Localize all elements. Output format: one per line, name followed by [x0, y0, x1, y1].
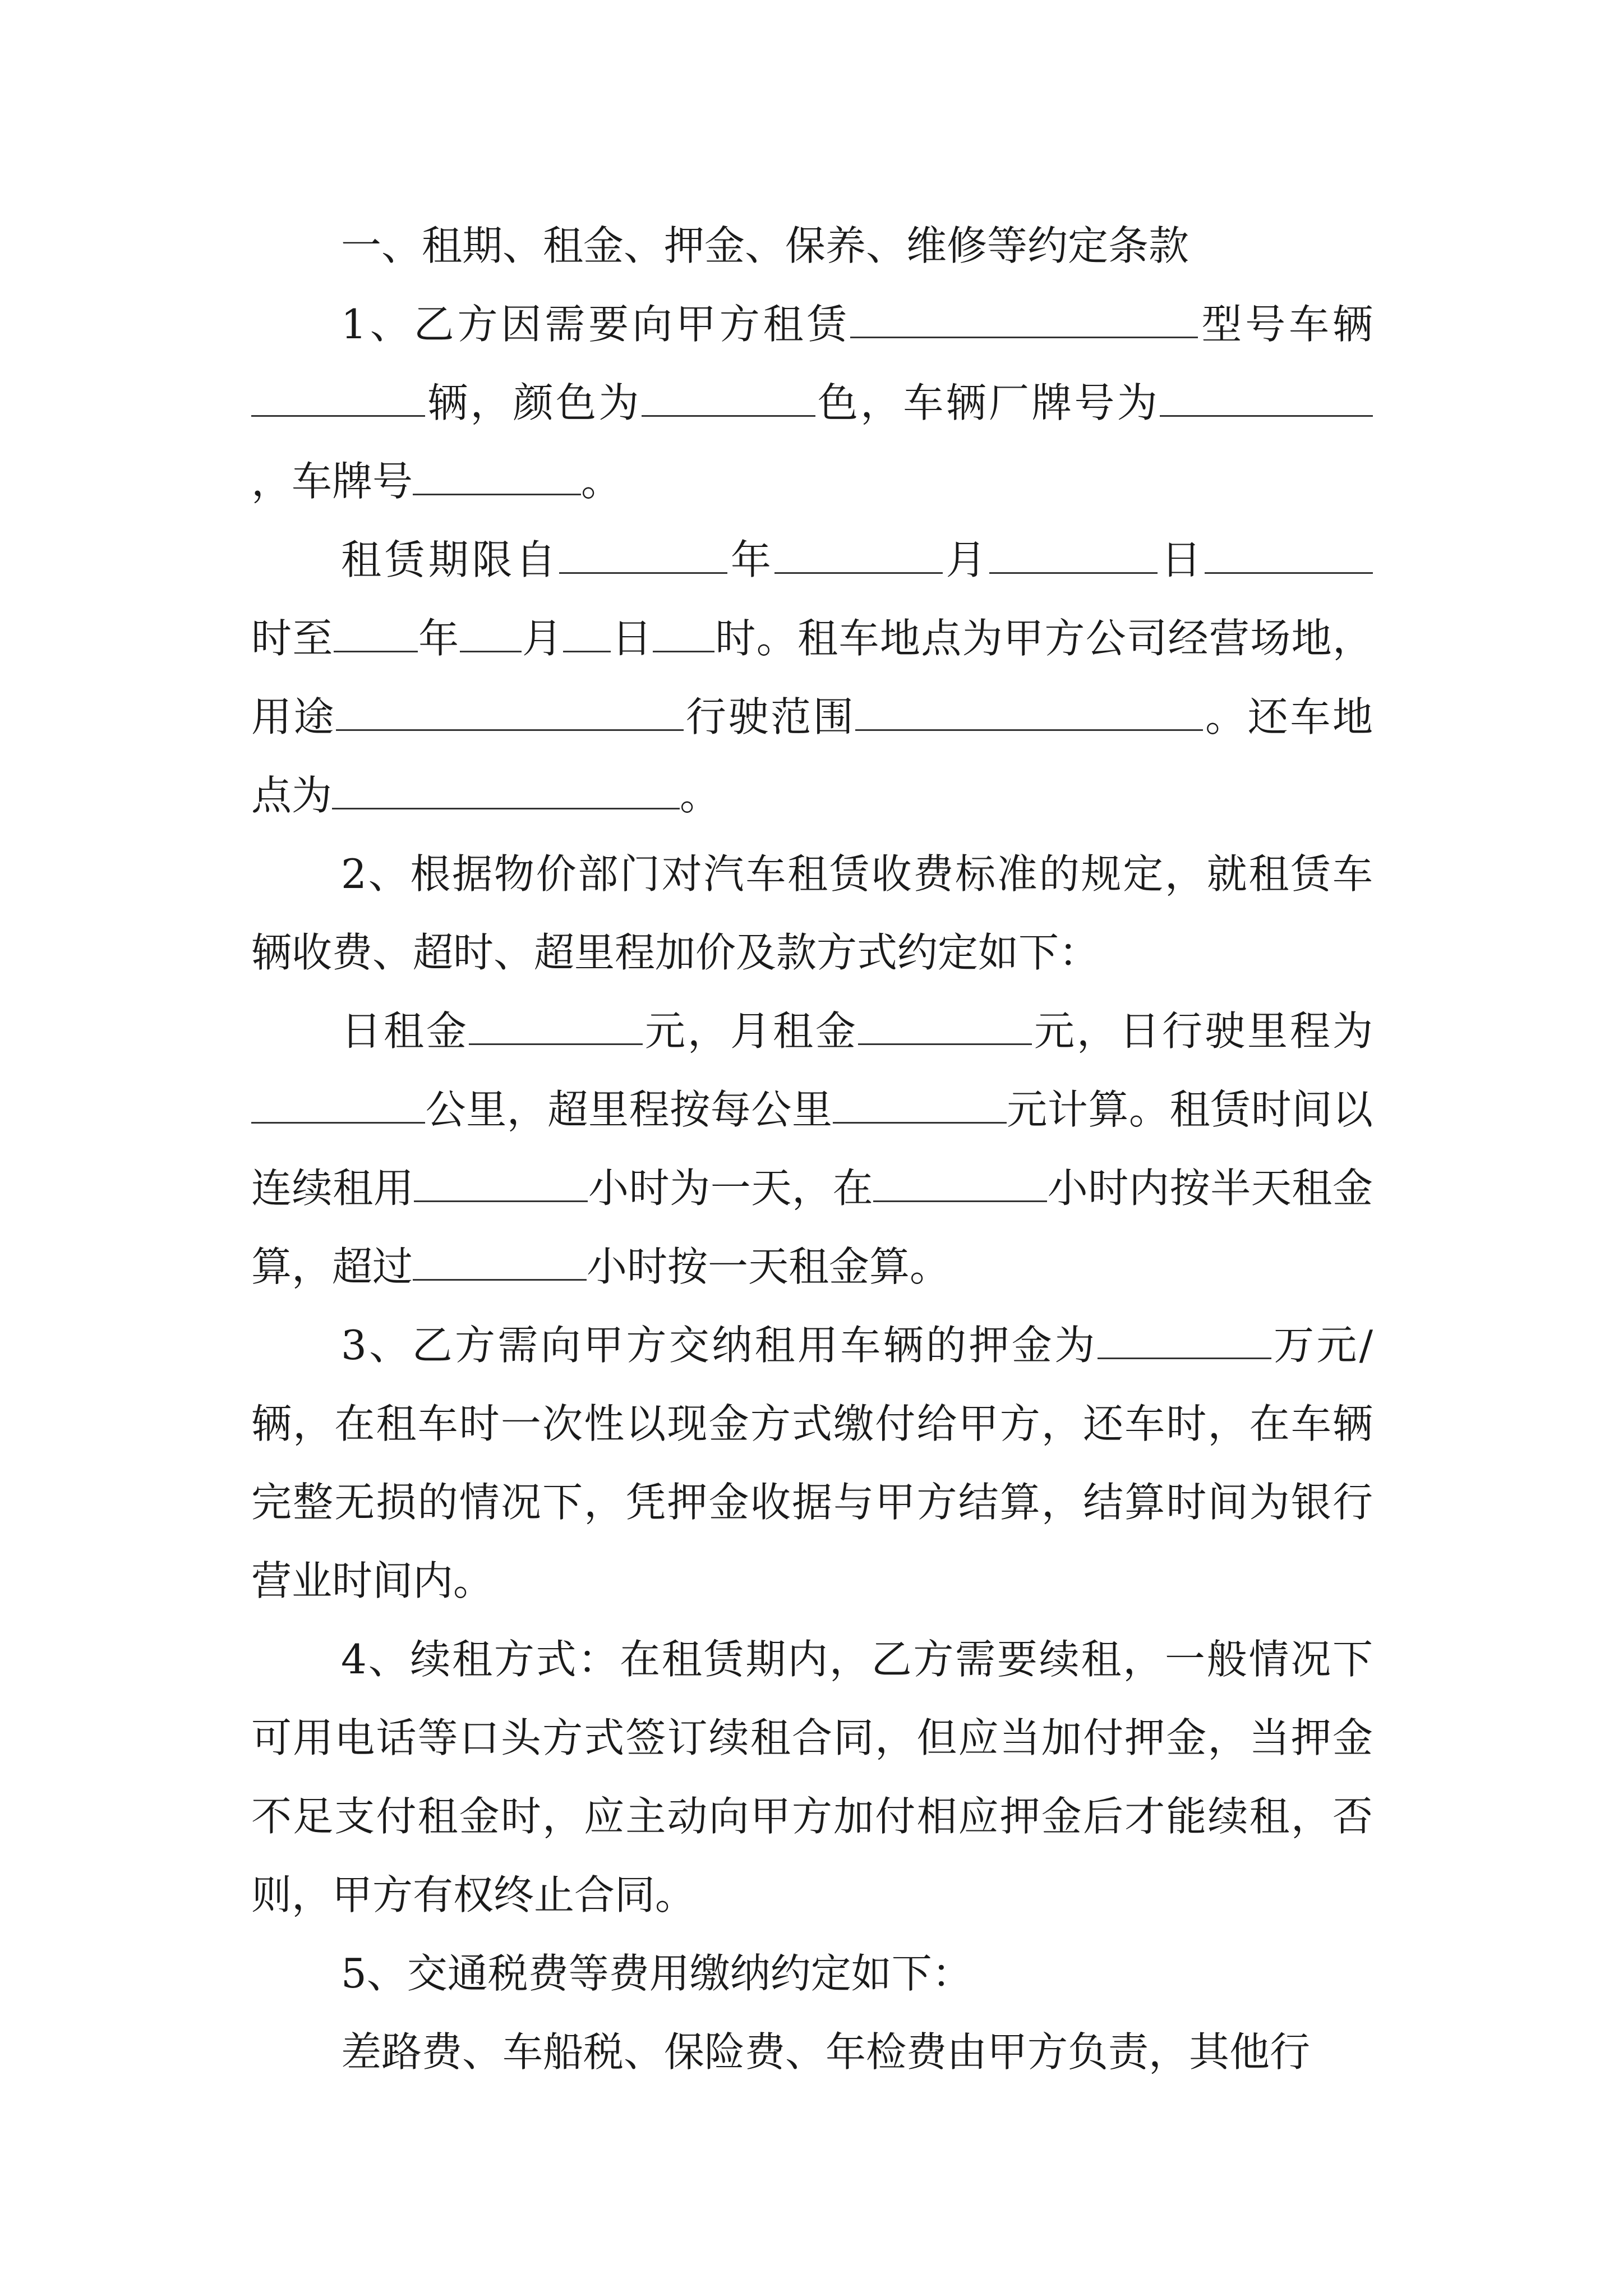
start-day-blank[interactable]: [989, 534, 1158, 574]
end-hour-blank[interactable]: [653, 613, 714, 652]
end-month-blank[interactable]: [460, 613, 522, 652]
daily-rent-blank[interactable]: [469, 1005, 643, 1045]
vehicle-brand-blank[interactable]: [1160, 377, 1373, 417]
daily-mileage-blank[interactable]: [251, 1084, 425, 1124]
section-title: 一、租期、租金、押金、保养、维修等约定条款: [341, 222, 1189, 269]
driving-range-blank[interactable]: [855, 691, 1203, 731]
clause-1-term: 租赁期限自 年 月 日时至 年 月 日 时。租车地点为甲方公司经营场地，用途 行驶范围 。还车地点为 。: [251, 521, 1373, 835]
clause-2-rates: 日租金 元，月租金 元，日行驶里程为公里，超里程按每公里 元计算。租赁时间以连续租用 小时为一天，在 小时内按半天租金算，超过 小时按一天租金算。: [251, 992, 1373, 1306]
monthly-rent-blank[interactable]: [858, 1005, 1032, 1045]
vehicle-color-blank[interactable]: [642, 377, 815, 417]
clause-5-fees: 5、交通税费等费用缴纳约定如下：: [341, 1950, 972, 1997]
return-location-blank[interactable]: [332, 770, 680, 809]
vehicle-count-blank[interactable]: [251, 377, 425, 417]
plate-number-blank[interactable]: [413, 455, 581, 495]
excess-mileage-rate-blank[interactable]: [833, 1084, 1007, 1124]
clause-2: 2、根据物价部门对汽车租赁收费标准的规定，就租赁车辆收费、超时、超里程加价及款方式约定如下：: [251, 850, 1373, 976]
full-day-hours-blank[interactable]: [413, 1241, 587, 1281]
deposit-amount-blank[interactable]: [1098, 1319, 1271, 1359]
usage-blank[interactable]: [336, 691, 684, 731]
clause-3-deposit: 3、乙方需向甲方交纳租用车辆的押金为 万元/辆，在租车时一次性以现金方式缴付给甲方，还车时，在车辆完整无损的情况下，凭押金收据与甲方结算，结算时间为银行营业时间内。: [251, 1306, 1373, 1620]
document-page: [251, 206, 1373, 2091]
clause-1-vehicle: 1、乙方因需要向甲方租赁 型号车辆辆，颜色为 色，车辆厂牌号为，车牌号 。: [251, 285, 1373, 521]
half-day-hours-blank[interactable]: [873, 1162, 1047, 1202]
day-hours-blank[interactable]: [414, 1162, 588, 1202]
start-hour-blank[interactable]: [1205, 534, 1373, 574]
start-year-blank[interactable]: [559, 534, 727, 574]
vehicle-model-blank[interactable]: [850, 298, 1198, 338]
clause-4-renewal: 4、续租方式：在租赁期内，乙方需要续租，一般情况下可用电话等口头方式签订续租合同，但应当加付押金，当押金不足支付租金时，应主动向甲方加付相应押金后才能续租，否则，甲方有权终止合同。: [251, 1636, 1373, 1918]
start-month-blank[interactable]: [774, 534, 943, 574]
clause-5-fees-detail: 差路费、车船税、保险费、年检费由甲方负责，其他行: [341, 2028, 1311, 2076]
end-year-blank[interactable]: [334, 613, 418, 652]
end-day-blank[interactable]: [563, 613, 611, 652]
